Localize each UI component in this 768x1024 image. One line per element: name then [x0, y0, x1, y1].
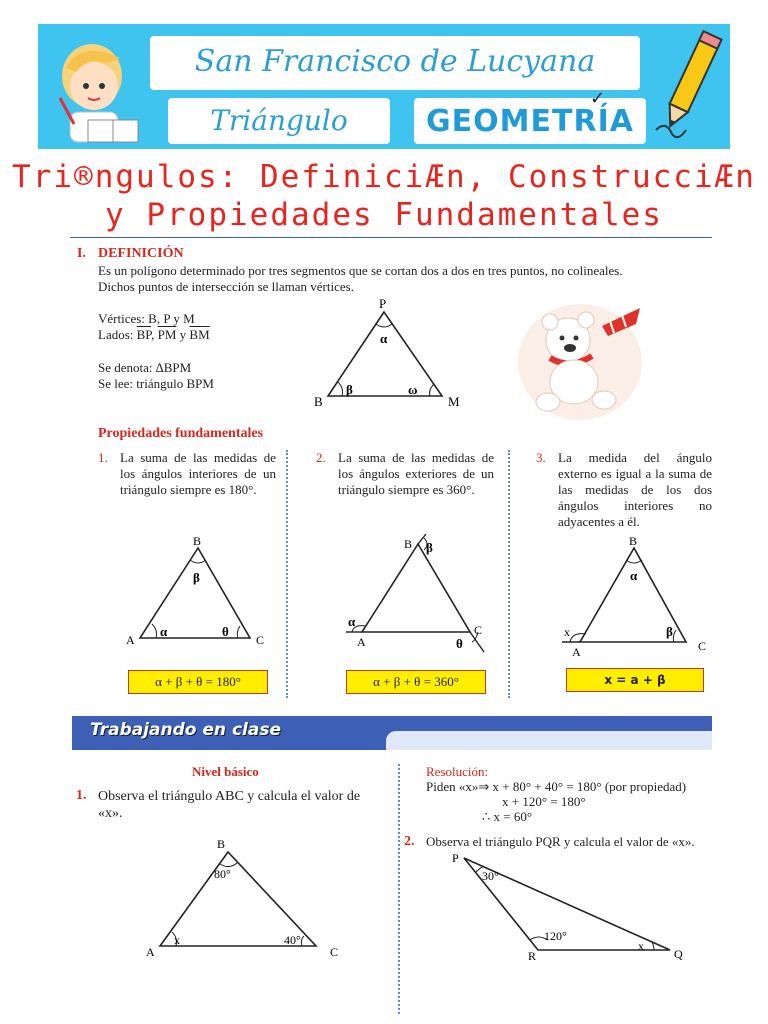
angle-alpha-label: α: [630, 568, 638, 583]
school-name: San Francisco de Lucyana: [194, 44, 596, 79]
side-pm: $\overline{PM}$: [157, 327, 177, 342]
angle-x-label: x: [564, 625, 570, 639]
vertex-m-label: M: [448, 394, 460, 409]
interior-angles-figure: [122, 534, 282, 652]
resolution-line-1: Piden «x»⇒ x + 80° + 40° = 180° (por propiedad): [426, 779, 687, 794]
resolution-line-2: x + 120° = 180°: [502, 794, 586, 809]
vertex-c-label: C: [256, 633, 265, 647]
exercise-2-text: Observa el triángulo PQR y calcula el valor de «x».: [426, 834, 695, 849]
properties-heading: Propiedades fundamentales: [98, 426, 264, 441]
sides-text: [98, 327, 210, 343]
angle-x-label: x: [174, 933, 180, 947]
exercise-2-number: 2.: [404, 834, 415, 849]
property-2-number: 2.: [316, 450, 326, 465]
angle-theta-label: θ: [222, 624, 229, 639]
exercise-2-triangle: [446, 846, 692, 962]
external-angle-figure: [556, 534, 716, 658]
page-title-line1: Tri®ngulos: DefiniciÆn, ConstrucciÆn: [12, 159, 756, 195]
side-bm: $\overline{BM}$: [189, 327, 210, 342]
vertex-c-label: C: [330, 945, 339, 959]
vertex-p-label: P: [452, 851, 459, 865]
angle-r-value: 120°: [544, 929, 567, 943]
exercise-1-text: Observa el triángulo ABC y calcula el valor de «x».: [98, 789, 361, 821]
vertex-a-label: A: [146, 945, 155, 959]
resolution-label: Resolución:: [426, 764, 489, 779]
property-2-text: La suma de las medidas de los ángulos exteriores de un triángulo siempre es 360°.: [338, 450, 494, 497]
column-divider: [286, 450, 288, 698]
level-heading: Nivel básico: [192, 764, 259, 779]
vertex-a-label: A: [357, 635, 366, 649]
definition-text-2: Dichos puntos de intersección se llaman vértices.: [98, 279, 354, 294]
angle-omega-label: ω: [408, 382, 418, 397]
vertex-p-label: P: [379, 296, 387, 311]
angle-x-label: x: [638, 939, 644, 953]
vertex-a-label: A: [126, 633, 135, 647]
property-1-number: 1.: [98, 450, 108, 465]
angle-beta-label: β: [666, 624, 673, 639]
section-bar-title: Trabajando en clase: [90, 720, 281, 740]
exterior-angles-figure: [340, 534, 500, 658]
side-bp: $\overline{BP}$: [136, 327, 152, 342]
vertex-q-label: Q: [674, 947, 683, 961]
vertex-c-label: C: [698, 639, 707, 653]
sides-prefix: Lados:: [98, 327, 137, 342]
read-text: Se lee: triángulo BPM: [98, 376, 214, 391]
vertex-b-label: B: [404, 537, 413, 551]
exercise-1-number: 1.: [76, 788, 87, 803]
pencil-illustration: [646, 30, 730, 146]
definition-text-1: Es un polígono determinado por tres segmentos que se cortan dos a dos en tres puntos, no colineales.: [98, 263, 623, 278]
angle-beta-label: β: [426, 540, 433, 555]
angle-beta-label: β: [346, 382, 353, 397]
triangle-bpm-figure: [308, 296, 468, 412]
definition-number: I.: [77, 246, 86, 261]
title-divider: [70, 237, 712, 238]
property-3-number: 3.: [536, 450, 546, 465]
formula-exterior-sum: α + β + θ = 360°: [346, 670, 486, 694]
angle-b-value: 80°: [214, 867, 231, 881]
angle-alpha-label: α: [160, 624, 168, 639]
formula-interior-sum: α + β + θ = 180°: [128, 670, 268, 694]
vertex-b-label: B: [314, 394, 323, 409]
vertex-c-label: C: [474, 623, 483, 637]
angle-theta-label: θ: [456, 636, 463, 651]
exercise-1-triangle: [140, 836, 350, 966]
angle-beta-label: β: [193, 570, 200, 585]
topic-label: Triángulo: [210, 104, 348, 137]
angle-p-value: 30°: [482, 869, 499, 883]
subject-label: GEOMETRÍA: [426, 104, 634, 139]
vertex-b-label: B: [217, 837, 226, 851]
vertex-b-label: B: [193, 534, 202, 548]
column-divider: [398, 764, 400, 1014]
bear-illustration: [510, 296, 650, 426]
denote-text: Se denota: ∆BPM: [98, 360, 192, 375]
vertex-r-label: R: [528, 949, 537, 962]
angle-alpha-label: α: [348, 614, 356, 629]
page-title-line2: y Propiedades Fundamentales: [105, 197, 663, 233]
child-reading-illustration: [40, 28, 150, 150]
sides-separator: y: [176, 327, 190, 342]
column-divider: [508, 450, 510, 698]
sides-separator: ,: [151, 327, 158, 342]
property-1-text: La suma de las medidas de los ángulos interiores de un triángulo siempre es 180°.: [120, 450, 276, 497]
angle-alpha-label: α: [380, 331, 388, 346]
formula-external-angle: x = a + β: [566, 668, 704, 692]
check-mark-icon: ✓: [590, 88, 606, 109]
vertex-b-label: B: [629, 534, 638, 548]
angle-c-value: 40°: [284, 933, 301, 947]
definition-heading: DEFINICIÓN: [98, 246, 184, 261]
vertex-a-label: A: [572, 645, 581, 658]
section-bar-accent: [386, 731, 712, 750]
vertices-text: Vértices: B, P y M: [98, 311, 195, 326]
property-3-text: La medida del ángulo externo es igual a la suma de las medidas de los dos ángulos interiores no adyacentes a él.: [558, 450, 712, 529]
resolution-line-3: ∴ x = 60°: [482, 809, 533, 824]
